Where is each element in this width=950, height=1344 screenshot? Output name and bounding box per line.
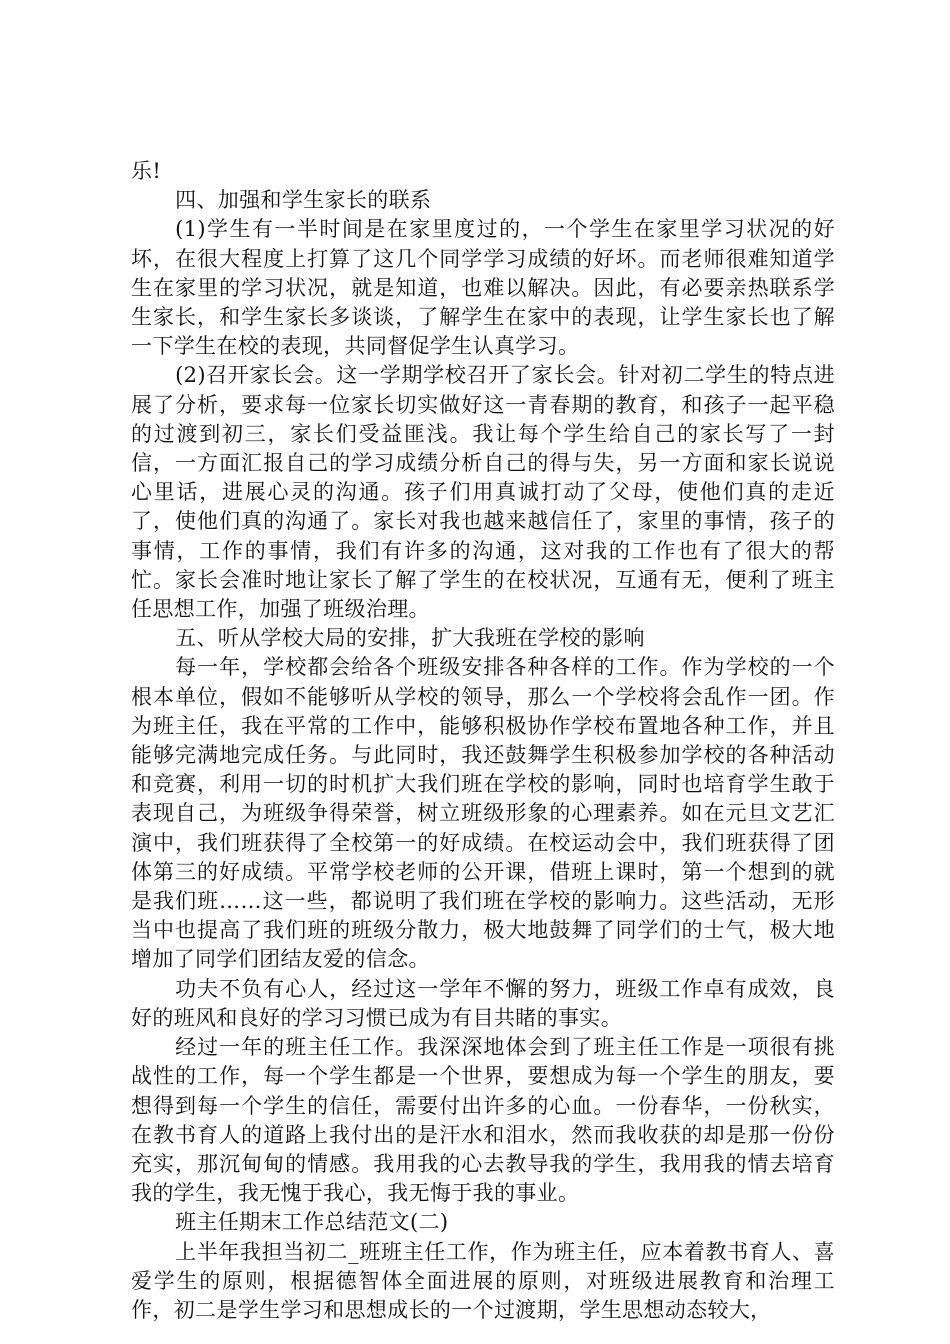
paragraph-parent-meeting: (2)召开家长会。这一学期学校召开了家长会。针对初二学生的特点进展了分析，要求每一位家长切实做好这一青春期的教育，和孩子一起平稳的过渡到初三，家长们受益匪浅。我让每个学生给自己的家长写了一封信，一方面汇报自己的学习成绩分析自己的得与失，另一方面和家长说说心里话，进展心灵的沟通。孩子们用真诚打动了父母，使他们真的走近了，使他们真的沟通了。家长对我也越来越信任了，家里的事情，孩子的事情，工作的事情，我们有许多的沟通，这对我的工作也有了很大的帮忙。家长会准时地让家长了解了学生的在校状况，互通有无，便利了班主任思想工作，加强了班级治理。	[131, 363, 835, 622]
paragraph-reflection: 经过一年的班主任工作。我深深地体会到了班主任工作是一项很有挑战性的工作，每一个学生都是一个世界，要想成为每一个学生的朋友，要想得到每一个学生的信任，需要付出许多的心血。一份春华，一份秋实，在教书育人的道路上我付出的是汗水和泪水，然而我收获的却是那一份份充实，那沉甸甸的情感。我用我的心去教导我的学生，我用我的情去培育我的学生，我无愧于我心，我无悔于我的事业。	[131, 1035, 835, 1206]
paragraph-continuation: 乐!	[131, 159, 162, 183]
paragraph-achievement: 功夫不负有心人，经过这一学年不懈的努力，班级工作卓有成效，良好的班风和良好的学习习惯已成为有目共睹的事实。	[131, 976, 835, 1030]
document-body	[131, 157, 835, 1325]
section-heading-school-influence: 五、听从学校大局的安排，扩大我班在学校的影响	[175, 626, 645, 651]
paragraph-second-summary-intro: 上半年我担当初二_班班主任工作，作为班主任，应本着教书育人、喜爱学生的原则，根据德智体全面进展的原则，对班级进展教育和治理工作，初二是学生学习和思想成长的一个过渡期，学生思想动态较大，	[131, 1239, 835, 1322]
document-subtitle: 班主任期末工作总结范文(二)	[175, 1210, 449, 1235]
paragraph-home-study: (1)学生有一半时间是在家里度过的，一个学生在家里学习状况的好坏，在很大程度上打算了这几个同学学习成绩的好坏。而老师很难知道学生在家里的学习状况，就是知道，也难以解决。因此，有必要亲热联系学生家长，和学生家长多谈谈，了解学生在家中的表现，让学生家长也了解一下学生在校的表现，共同督促学生认真学习。	[131, 217, 835, 359]
paragraph-school-activities: 每一年，学校都会给各个班级安排各种各样的工作。作为学校的一个根本单位，假如不能够听从学校的领导，那么一个学校将会乱作一团。作为班主任，我在平常的工作中，能够积极协作学校布置地各种工作，并且能够完满地完成任务。与此同时，我还鼓舞学生积极参加学校的各种活动和竞赛，利用一切的时机扩大我们班在学校的影响，同时也培育学生敢于表现自己，为班级争得荣誉，树立班级形象的心理素养。如在元旦文艺汇演中，我们班获得了全校第一的好成绩。在校运动会中，我们班获得了团体第三的好成绩。平常学校老师的公开课，借班上课时，第一个想到的就是我们班……这一些，都说明了我们班在学校的影响力。这些活动，无形当中也提高了我们班的班级分散力，极大地鼓舞了同学们的士气，极大地增加了同学们团结友爱的信念。	[131, 655, 835, 972]
section-heading-parent-contact: 四、加强和学生家长的联系	[175, 188, 432, 213]
